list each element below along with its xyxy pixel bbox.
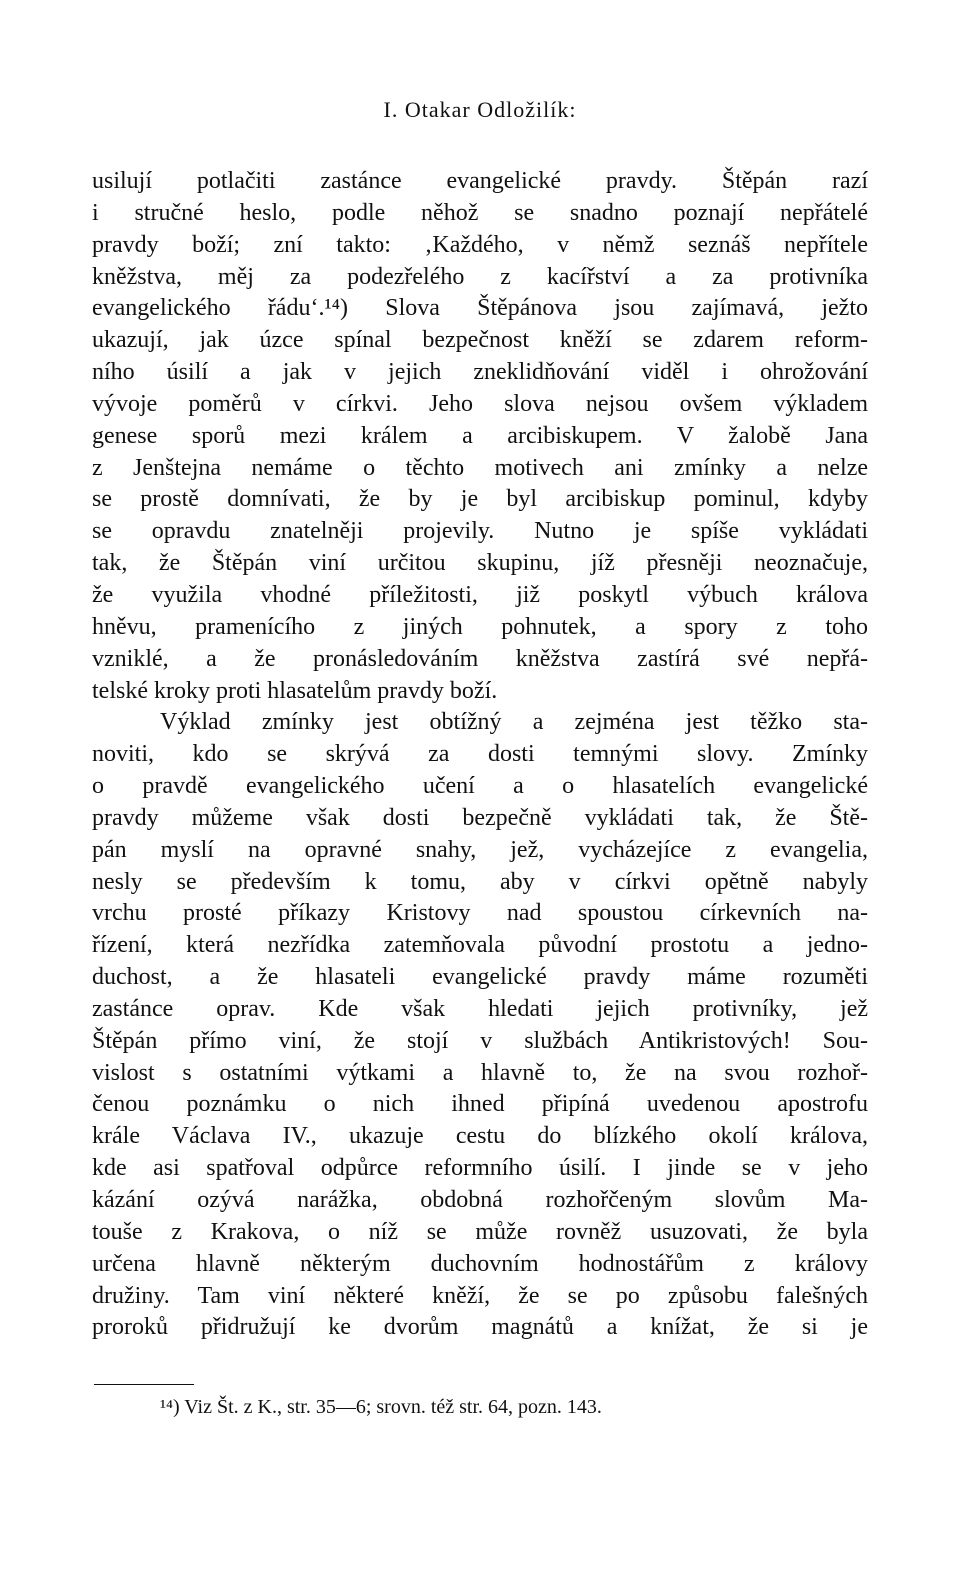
text-line: genese sporů mezi králem a arcibiskupem. V žalobě Jana: [92, 422, 868, 449]
text-line: vzniklé, a že pronásledováním kněžstva zastírá své nepřá-: [92, 645, 868, 672]
text-line: z Jenštejna nemáme o těchto motivech ani zmínky a nelze: [92, 454, 868, 481]
footnote-separator: [94, 1384, 194, 1385]
text-line: pravdy boží; zní takto: ‚Každého, v němž seznáš nepřítele: [92, 231, 868, 258]
text-line: usilují potlačiti zastánce evangelické pravdy. Štěpán razí: [92, 168, 868, 194]
text-line: telské kroky proti hlasatelům pravdy boží.: [92, 677, 498, 704]
text-line: kněžstva, měj za podezřelého z kacířství a za protivníka: [92, 263, 868, 290]
text-line: hněvu, pramenícího z jiných pohnutek, a spory z toho: [92, 613, 868, 640]
text-line: proroků přidružují ke dvorům magnátů a knížat, že si je: [92, 1314, 868, 1341]
text-line: zastánce oprav. Kde však hledati jejich protivníky, jež: [92, 995, 868, 1022]
text-line: se prostě domnívati, že by je byl arcibiskup pominul, kdyby: [92, 486, 868, 513]
text-line: duchost, a že hlasateli evangelické pravdy máme rozuměti: [92, 964, 868, 991]
text-line: vrchu prosté příkazy Kristovy nad spoustou církevních na-: [92, 900, 868, 927]
text-line: noviti, kdo se skrývá za dosti temnými slovy. Zmínky: [92, 741, 868, 768]
text-line: pravdy můžeme však dosti bezpečně vykládati tak, že Ště-: [92, 804, 868, 831]
text-line: kde asi spatřoval odpůrce reformního úsilí. I jinde se v jeho: [92, 1155, 868, 1182]
text-line: družiny. Tam viní některé kněží, že se po způsobu falešných: [92, 1282, 868, 1309]
text-line: tak, že Štěpán viní určitou skupinu, jíž přesněji neoznačuje,: [92, 550, 868, 577]
text-line: určena hlavně některým duchovním hodnostářům z královy: [92, 1250, 868, 1277]
text-line: kázání ozývá narážka, obdobná rozhořčeným slovům Ma-: [92, 1187, 868, 1213]
text-line: krále Václava IV., ukazuje cestu do blízkého okolí králova,: [92, 1123, 868, 1150]
body-text: [92, 166, 868, 1344]
text-line: se opravdu znatelněji projevily. Nutno je spíše vykládati: [92, 518, 868, 545]
text-line: ukazují, jak úzce spínal bezpečnost kněží se zdarem reform-: [92, 327, 868, 354]
text-line: Štěpán přímo viní, že stojí v službách Antikristových! Sou-: [92, 1027, 868, 1054]
text-line: řízení, která nezřídka zatemňovala původní prostotu a jedno-: [92, 932, 868, 959]
text-line: že využila vhodné příležitosti, již poskytl výbuch králova: [92, 581, 868, 608]
text-line: evangelického řádu‘.¹⁴) Slova Štěpánova jsou zajímavá, ježto: [92, 295, 868, 322]
text-line: pán myslí na opravné snahy, jež, vycházejíce z evangelia,: [92, 836, 868, 863]
footnote: ¹⁴) Viz Št. z K., str. 35—6; srovn. též str. 64, pozn. 143.: [160, 1396, 602, 1418]
text-line: nesly se především k tomu, aby v církvi opětně nabyly: [92, 868, 868, 895]
text-line: Výklad zmínky jest obtížný a zejména jest těžko sta-: [160, 709, 868, 736]
text-line: o pravdě evangelického učení a o hlasatelích evangelické: [92, 773, 868, 800]
text-line: vývoje poměrů v církvi. Jeho slova nejsou ovšem výkladem: [92, 390, 868, 417]
text-line: ního úsilí a jak v jejich zneklidňování viděl i ohrožování: [92, 359, 868, 386]
running-header: I. Otakar Odložilík:: [383, 97, 577, 122]
text-line: vislost s ostatními výtkami a hlavně to, že na svou rozhoř-: [92, 1059, 868, 1086]
text-line: i stručné heslo, podle něhož se snadno poznají nepřátelé: [92, 199, 868, 226]
text-line: touše z Krakova, o níž se může rovněž usuzovati, že byla: [92, 1218, 868, 1245]
text-line: čenou poznámku o nich ihned připíná uvedenou apostrofu: [92, 1091, 868, 1118]
